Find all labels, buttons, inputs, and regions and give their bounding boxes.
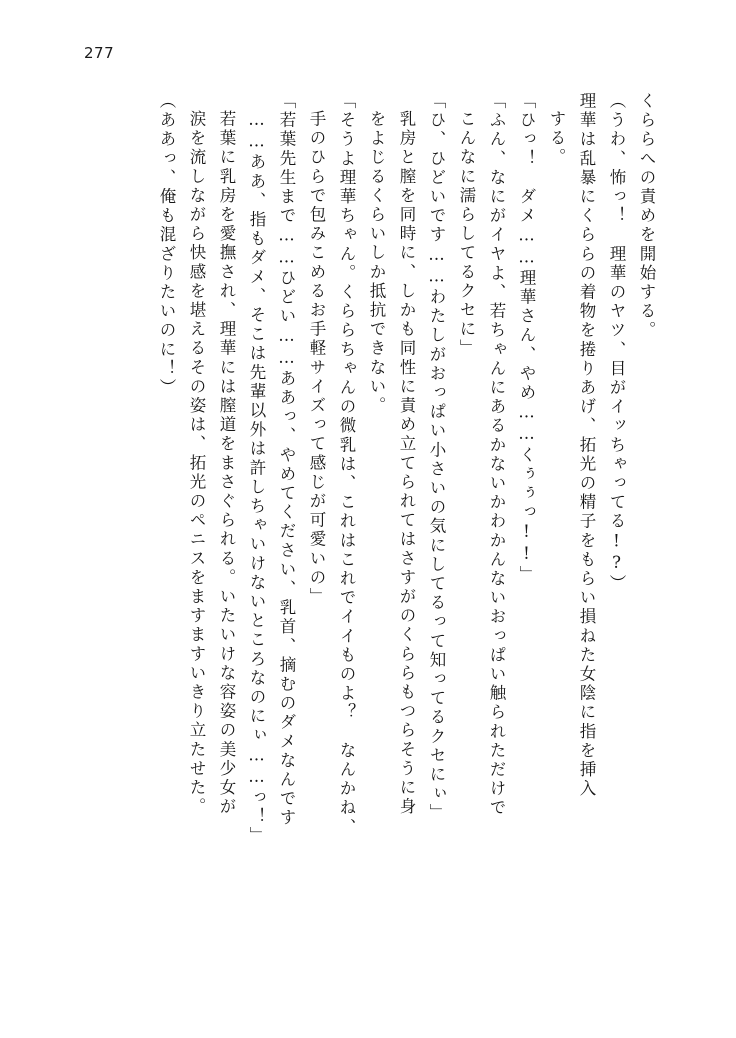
text-line: 「ひ、ひどいです……わたしがおっぱい小さいの気にしてるって知ってるクセにぃ」 <box>427 92 446 823</box>
page-number: 277 <box>84 44 115 62</box>
text-line: をよじるくらいしか抵抗できない。 <box>367 110 386 416</box>
text-line: 「ひっ！ ダメ……理華さん、やめ……くぅぅっ!!」 <box>517 92 536 585</box>
text-line: 「若葉先生まで……ひどい……ああっ、やめてください、乳首、摘むのダメなんです <box>277 92 296 828</box>
vertical-text-body <box>86 92 654 954</box>
text-line: 手のひらで包みこめるお手軽サイズって感じが可愛いの」 <box>307 110 326 607</box>
text-line: 若葉に乳房を愛撫され、理華には膣道をまさぐられる。いたいけな容姿の美少女が <box>217 110 236 817</box>
text-line: 理華は乱暴にくららの着物を捲りあげ、拓光の精子をもらい損ねた女陰に指を挿入 <box>577 92 596 799</box>
text-line: 「ふん、なにがイヤよ、若ちゃんにあるかないかわかんないおっぱい触られただけで <box>487 92 506 818</box>
text-line: 涙を流しながら快感を堪えるその姿は、拓光のペニスをますますいきり立たせた。 <box>187 110 206 817</box>
text-line: こんなに濡らしてるクセに」 <box>457 110 476 359</box>
text-line: くららへの責めを開始する。 <box>637 92 656 341</box>
text-line: （うわ、怖っ！ 理華のヤツ、目がイッちゃってる!?） <box>607 92 626 594</box>
text-line: 「そうよ理華ちゃん。くららちゃんの微乳は、これはこれでイイものよ？ なんかね、 <box>337 92 356 837</box>
text-line: 乳房と膣を同時に、しかも同性に責め立てられてはさすがのくららもつらそうに身 <box>397 110 416 817</box>
text-line: する。 <box>547 110 566 168</box>
text-line: （ああっ、俺も混ざりたいのに！） <box>157 92 176 398</box>
text-line: ……ああ、指もダメ、そこは先輩以外は許しちゃいけないところなのにぃ……っ！」 <box>247 110 266 846</box>
